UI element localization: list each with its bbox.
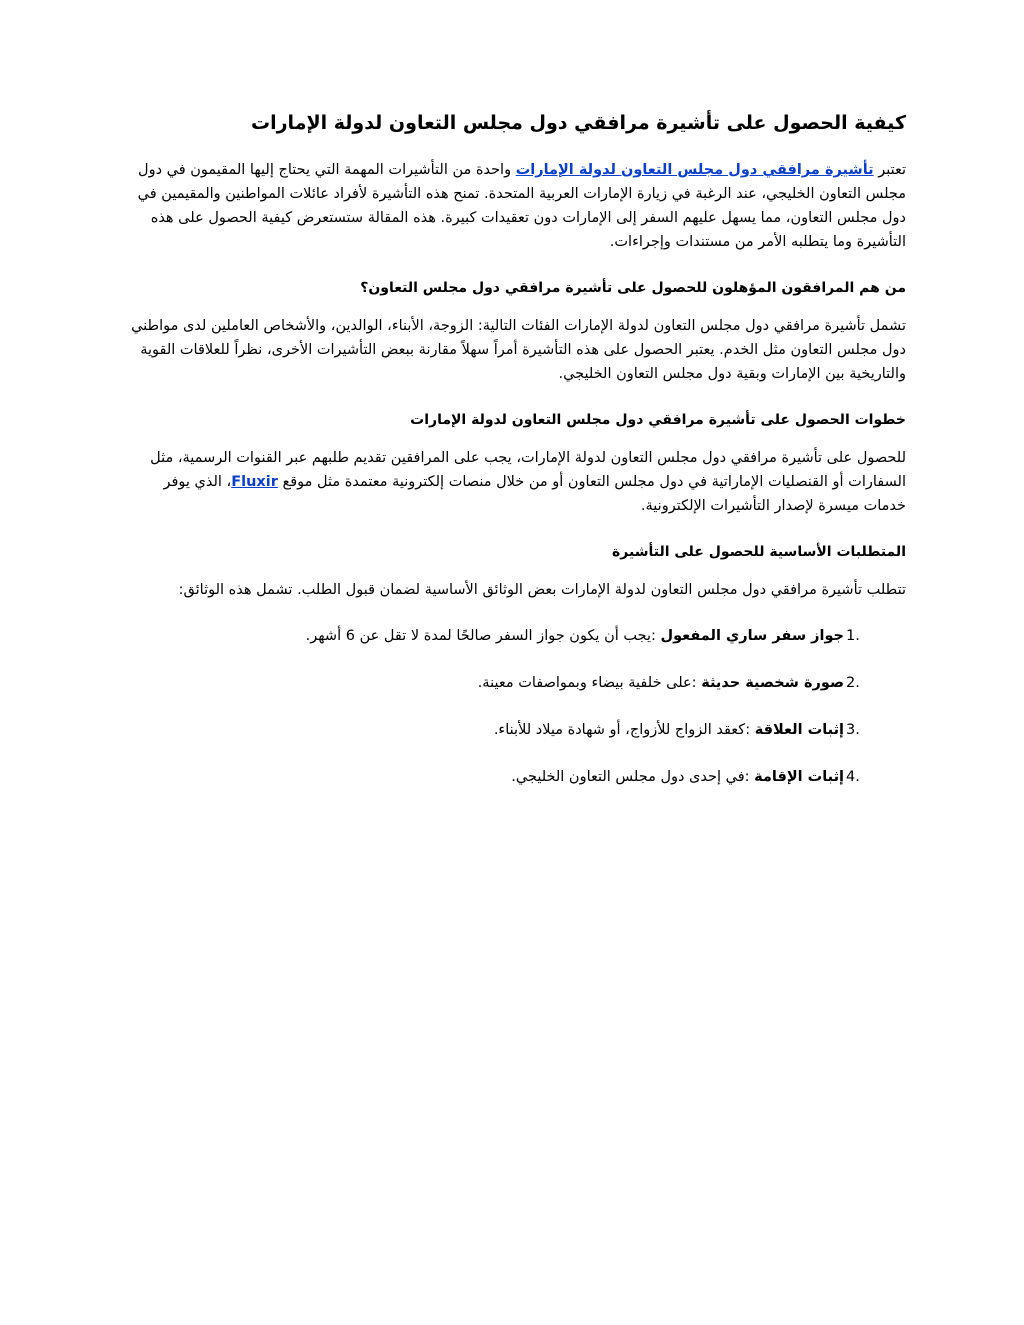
- visa-article-link[interactable]: تأشيرة مرافقي دول مجلس التعاون لدولة الإمارات: [515, 162, 874, 178]
- list-item-desc: :على خلفية بيضاء وبمواصفات معينة.: [477, 675, 702, 691]
- list-item-term: إثبات العلاقة: [754, 722, 844, 738]
- eligible-paragraph: تشمل تأشيرة مرافقي دول مجلس التعاون لدولة الإمارات الفئات التالية: الزوجة، الأبناء، الوالدين، والأشخاص العاملين لدى مواطني دول مجلس التعاون مثل الخدم. يعتبر الحصول على هذه التأشيرة أمراً سهلاً مقارنة ببعض التأشيرات الأخرى، نظراً للعلاقات القوية والتاريخية بين الإمارات وبقية دول مجلس التعاون الخليجي.: [131, 318, 906, 382]
- list-item-desc: :كعقد الزواج للأزواج، أو شهادة ميلاد للأبناء.: [493, 722, 755, 738]
- list-item-number: 2.: [846, 675, 860, 691]
- intro-paragraph: [118, 158, 906, 254]
- list-item-term: جواز سفر ساري المفعول: [660, 628, 844, 644]
- list-item: [118, 671, 906, 695]
- list-item-desc: :في إحدى دول مجلس التعاون الخليجي.: [511, 769, 755, 785]
- list-item: [118, 624, 906, 648]
- list-item: [118, 765, 906, 789]
- intro-text-end: واحدة من التأشيرات المهمة التي يحتاج إليها المقيمون في دول مجلس التعاون الخليجي، عند الرغبة في زيارة الإمارات العربية المتحدة. تمنح هذه التأشيرة لأفراد عائلات المواطنين والمقيمين في دول مجلس التعاون، مما يسهل عليهم السفر إلى الإمارات دون تعقيدات كبيرة. هذه المقالة ستستعرض كيفية الحصول على هذه التأشيرة وما يتطلبه الأمر من مستندات وإجراءات.: [137, 162, 906, 250]
- requirements-list: [118, 624, 906, 789]
- intro-text-start: تعتبر: [873, 162, 906, 178]
- list-item-number: 3.: [846, 722, 860, 738]
- requirements-paragraph: تتطلب تأشيرة مرافقي دول مجلس التعاون لدولة الإمارات بعض الوثائق الأساسية لضمان قبول الطلب. تشمل هذه الوثائق:: [178, 582, 906, 598]
- steps-paragraph: [118, 446, 906, 518]
- list-item-number: 1.: [846, 628, 860, 644]
- list-item-desc: :يجب أن يكون جواز السفر صالحًا لمدة لا تقل عن 6 أشهر.: [305, 628, 661, 644]
- eligible-heading: من هم المرافقون المؤهلون للحصول على تأشيرة مرافقي دول مجلس التعاون؟: [360, 280, 906, 296]
- fluxir-link[interactable]: Fluxir: [231, 474, 278, 490]
- list-item-term: صورة شخصية حديثة: [701, 675, 844, 691]
- document-page: [118, 108, 906, 812]
- requirements-heading: المتطلبات الأساسية للحصول على التأشيرة: [612, 544, 906, 560]
- list-item-term: إثبات الإقامة: [754, 769, 844, 785]
- steps-heading: خطوات الحصول على تأشيرة مرافقي دول مجلس التعاون لدولة الإمارات: [410, 412, 906, 428]
- steps-text-end: ، الذي يوفر خدمات ميسرة لإصدار التأشيرات الإلكترونية.: [163, 474, 906, 514]
- list-item: [118, 718, 906, 742]
- steps-text-start: للحصول على تأشيرة مرافقي دول مجلس التعاون لدولة الإمارات، يجب على المرافقين تقديم طلبهم عبر القنوات الرسمية، مثل السفارات أو القنصليات الإماراتية في دول مجلس التعاون أو من خلال منصات إلكترونية معتمدة مثل موقع: [150, 450, 906, 490]
- page-title: كيفية الحصول على تأشيرة مرافقي دول مجلس التعاون لدولة الإمارات: [251, 112, 906, 134]
- list-item-number: 4.: [846, 769, 860, 785]
